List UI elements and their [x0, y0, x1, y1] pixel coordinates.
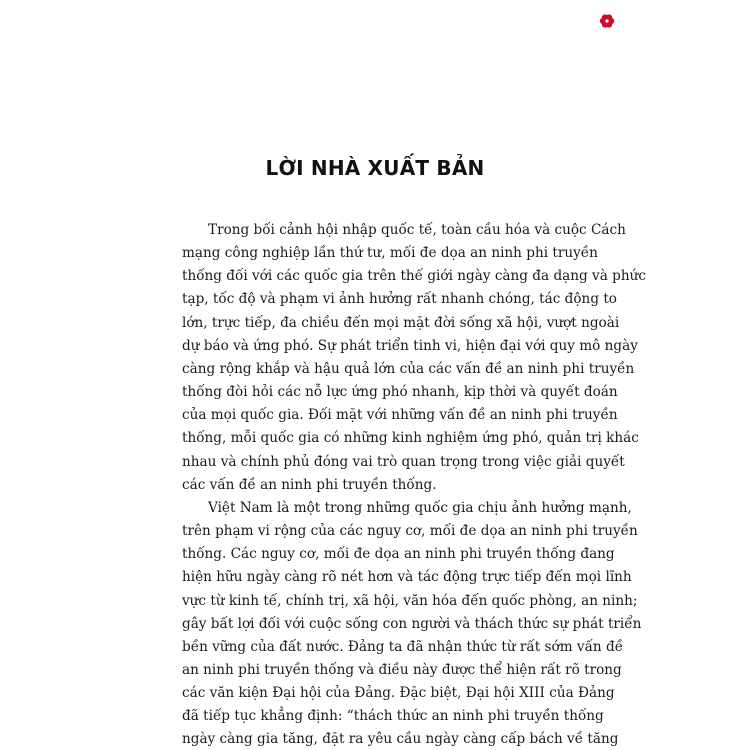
text-line: lớn, trực tiếp, đa chiều đến mọi mặt đời sống xã hội, vượt ngoài	[182, 314, 620, 331]
text-line: bền vững của đất nước. Đảng ta đã nhận thức từ rất sớm vấn đề	[182, 638, 624, 655]
text-line: thống, mỗi quốc gia có những kinh nghiệm ứng phó, quản trị khác	[182, 430, 639, 447]
text-line: thống. Các nguy cơ, mối đe dọa an ninh phi truyền thống đang	[182, 546, 615, 563]
text-line: đã tiếp tục khẳng định: “thách thức an ninh phi truyền thống	[182, 708, 604, 725]
text-line: Trong bối cảnh hội nhập quốc tế, toàn cầu hóa và cuộc Cách	[208, 222, 626, 238]
text-line: càng rộng khắp và hậu quả lớn của các vấn đề an ninh phi truyền	[182, 360, 635, 377]
text-line: thống đòi hỏi các nỗ lực ứng phó nhanh, kịp thời và quyết đoán	[182, 384, 618, 401]
text-line: mạng công nghiệp lần thứ tư, mối đe dọa an ninh phi truyền	[182, 245, 598, 262]
paragraph-2	[182, 497, 642, 750]
text-line: hiện hữu ngày càng rõ nét hơn và tác động trực tiếp đến mọi lĩnh	[182, 569, 632, 586]
text-line: thống đối với các quốc gia trên thế giới ngày càng đa dạng và phức	[182, 268, 646, 285]
text-line: các văn kiện Đại hội của Đảng. Đặc biệt, Đại hội XIII của Đảng	[182, 685, 615, 702]
page-title: LỜI NHÀ XUẤT BẢN	[265, 156, 485, 180]
text-line: các vấn đề an ninh phi truyền thống.	[182, 476, 437, 493]
paragraph-1	[182, 219, 646, 497]
text-line: nhau và chính phủ đóng vai trò quan trọng trong việc giải quyết	[182, 453, 625, 470]
text-line: gây bất lợi đối với cuộc sống con người và thách thức sự phát triển	[182, 615, 642, 632]
text-line: Việt Nam là một trong những quốc gia chịu ảnh hưởng mạnh,	[208, 499, 632, 516]
text-line: trên phạm vi rộng của các nguy cơ, mối đe dọa an ninh phi truyền	[182, 523, 638, 540]
flower-icon	[599, 13, 615, 29]
text-line: vực từ kinh tế, chính trị, xã hội, văn hóa đến quốc phòng, an ninh;	[182, 592, 638, 609]
text-line: tạp, tốc độ và phạm vi ảnh hưởng rất nhanh chóng, tác động to	[182, 291, 617, 308]
text-line: của mọi quốc gia. Đối mặt với những vấn đề an ninh phi truyền	[182, 407, 618, 424]
body-text	[182, 219, 646, 750]
text-line: dự báo và ứng phó. Sự phát triển tinh vi, hiện đại với quy mô ngày	[182, 337, 638, 354]
text-line: ngày càng gia tăng, đặt ra yêu cầu ngày càng cấp bách về tăng	[182, 731, 619, 748]
text-line: an ninh phi truyền thống và điều này được thể hiện rất rõ trong	[182, 661, 622, 678]
